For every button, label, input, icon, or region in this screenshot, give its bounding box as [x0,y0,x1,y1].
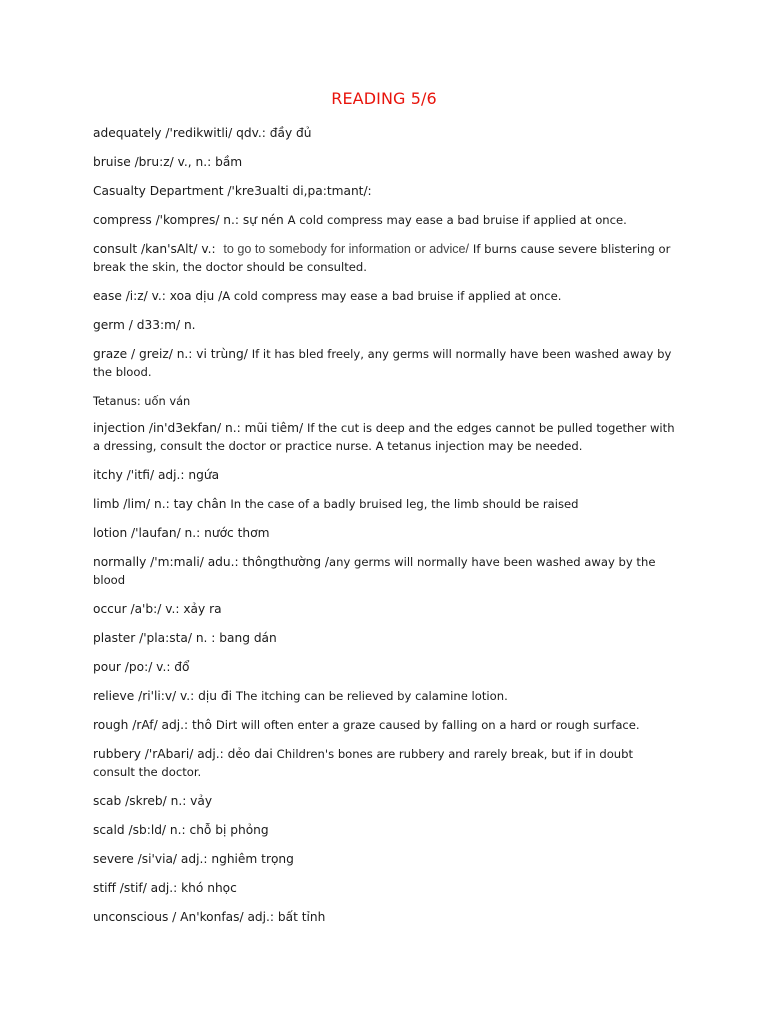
vocab-entry [93,821,677,839]
vocab-entry [93,211,677,229]
entry-headword: limb /lim/ n.: tay chân [93,497,227,511]
entry-headword: scab /skreb/ n.: vảy [93,794,213,808]
vocab-entry [93,153,677,171]
entry-headword: consult /kan'sAlt/ v.: [93,242,216,256]
vocab-entry [93,419,677,455]
entry-headword: germ / d33:m/ n. [93,318,196,332]
entry-headword: pour /po:/ v.: đổ [93,660,190,674]
entry-headword: graze / greiz/ n.: vi trùng/ [93,347,248,361]
vocab-entry [93,600,677,618]
vocabulary-list [93,124,677,937]
entry-example: In the case of a badly bruised leg, the limb should be raised [230,497,579,511]
entry-example: A cold compress may ease a bad bruise if applied at once. [287,213,627,227]
entry-headword: unconscious / An'konfas/ adj.: bất tỉnh [93,910,326,924]
entry-headword: compress /'kompres/ n.: sự nén [93,213,284,227]
entry-example: If the cut is deep and the edges cannot be pulled together with a dressing, consult the doctor or practice nurse. A tetanus injection may be needed. [93,421,675,453]
entry-headword: relieve /ri'li:v/ v.: dịu đi [93,689,232,703]
entry-example: The itching can be relieved by calamine lotion. [235,689,508,703]
entry-example: Dirt will often enter a graze caused by falling on a hard or rough surface. [215,718,640,732]
page-title: READING 5/6 [331,89,437,108]
entry-headword: plaster /'pla:sta/ n. : bang dán [93,631,277,645]
entry-headword: rough /rAf/ adj.: thô [93,718,212,732]
vocab-entry [93,687,677,705]
vocab-entry [93,240,677,276]
entry-example: A cold compress may ease a bad bruise if applied at once. [222,289,562,303]
entry-headword: occur /a'b:/ v.: xảy ra [93,602,222,616]
entry-headword: Casualty Department /'kre3ualti di,pa:tmant/: [93,184,372,198]
vocab-entry [93,316,677,334]
entry-headword: rubbery /'rAbari/ adj.: dẻo dai [93,747,273,761]
vocab-entry [93,392,677,410]
vocab-entry [93,908,677,926]
vocab-entry [93,629,677,647]
entry-headword: lotion /'laufan/ n.: nước thơm [93,526,270,540]
entry-headword: itchy /'itfi/ adj.: ngứa [93,468,220,482]
vocab-entry [93,792,677,810]
entry-headword: scald /sb:ld/ n.: chỗ bị phỏng [93,823,269,837]
vocab-entry [93,658,677,676]
vocab-entry [93,124,677,142]
vocab-entry [93,345,677,381]
entry-example: If burns cause severe blistering or break the skin, the doctor should be consulted. [93,242,671,274]
entry-headword: bruise /bru:z/ v., n.: bầm [93,155,243,169]
entry-example: any germs will normally have been washed away by the blood [93,555,656,587]
vocab-entry [93,495,677,513]
entry-headword: normally /'m:mali/ adu.: thôngthường / [93,555,330,569]
vocab-entry [93,182,677,200]
entry-headword: severe /si'via/ adj.: nghiêm trọng [93,852,294,866]
vocab-entry [93,850,677,868]
vocab-entry [93,524,677,542]
entry-example: Children's bones are rubbery and rarely break, but if in doubt consult the doctor. [93,747,634,779]
vocab-entry [93,716,677,734]
vocab-entry [93,553,677,589]
vocab-entry [93,466,677,484]
entry-headword: Tetanus: uốn ván [93,394,191,408]
entry-headword: ease /i:z/ v.: xoa dịu / [93,289,223,303]
vocab-entry [93,879,677,897]
vocab-entry [93,745,677,781]
entry-definition: to go to somebody for information or advice/ [223,242,470,256]
entry-headword: stiff /stif/ adj.: khó nhọc [93,881,237,895]
entry-headword: adequately /'redikwitli/ qdv.: đầy đủ [93,126,312,140]
entry-example: If it has bled freely, any germs will normally have been washed away by the blood. [93,347,672,379]
entry-headword: injection /in'd3ekfan/ n.: mũi tiêm/ [93,421,304,435]
vocab-entry [93,287,677,305]
